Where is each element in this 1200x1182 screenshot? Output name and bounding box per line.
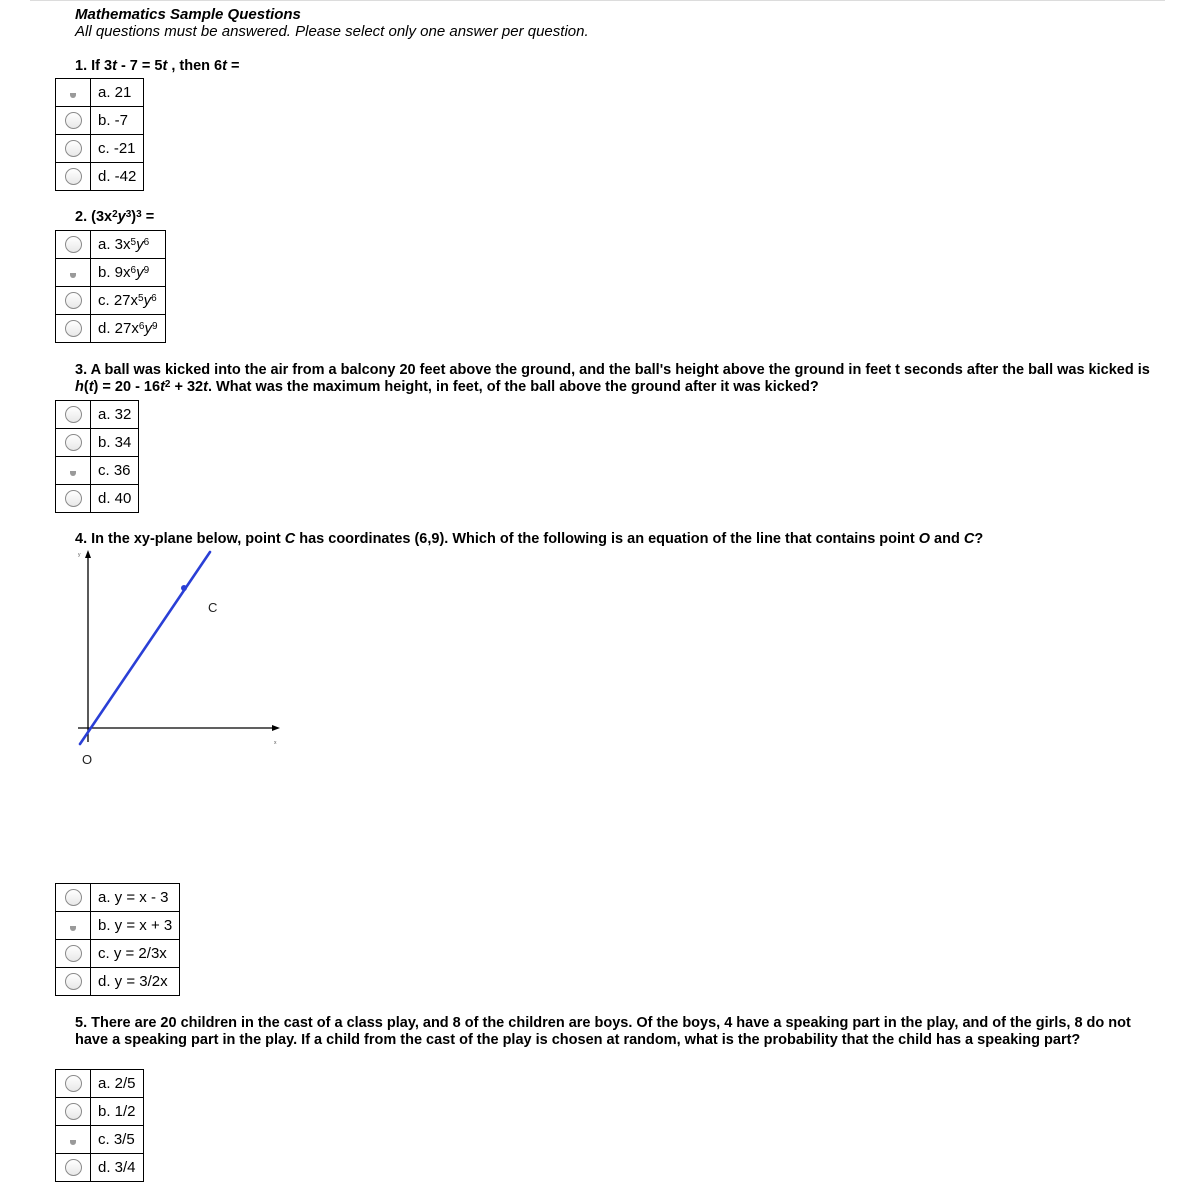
option-row[interactable] bbox=[56, 107, 144, 135]
option-label[interactable]: b. -7 bbox=[91, 107, 144, 135]
option-row[interactable] bbox=[56, 429, 139, 457]
radio-button[interactable] bbox=[65, 168, 82, 185]
question-1-options bbox=[55, 78, 144, 191]
option-label[interactable]: c. $27x^5y^6$ bbox=[91, 287, 166, 315]
option-label[interactable]: d. y = 3/2x bbox=[91, 968, 180, 996]
option-label[interactable]: a. $3x^5y^6$ bbox=[91, 231, 166, 259]
radio-button[interactable] bbox=[65, 292, 82, 309]
radio-button[interactable] bbox=[65, 1075, 82, 1092]
option-row[interactable] bbox=[56, 968, 180, 996]
option-label[interactable]: a. y = x - 3 bbox=[91, 884, 180, 912]
radio-button[interactable] bbox=[65, 112, 82, 129]
option-row[interactable] bbox=[56, 231, 166, 259]
question-1-prompt: 1. If 3t - 7 = 5t , then 6t = bbox=[75, 58, 240, 74]
radio-button-selected[interactable] bbox=[70, 1140, 76, 1145]
option-row[interactable] bbox=[56, 163, 144, 191]
radio-button[interactable] bbox=[65, 973, 82, 990]
option-row[interactable] bbox=[56, 1154, 144, 1182]
point-c bbox=[181, 585, 187, 591]
option-row[interactable] bbox=[56, 940, 180, 968]
option-label[interactable]: d. 3/4 bbox=[91, 1154, 144, 1182]
question-2-prompt: 2. $(3x^2y^3)^3$ = bbox=[75, 209, 155, 225]
radio-button[interactable] bbox=[65, 945, 82, 962]
instructions-text: All questions must be answered. Please select only one answer per question. bbox=[75, 23, 589, 40]
option-row[interactable] bbox=[56, 79, 144, 107]
option-label[interactable]: c. y = 2/3x bbox=[91, 940, 180, 968]
radio-button[interactable] bbox=[65, 1103, 82, 1120]
radio-button-selected[interactable] bbox=[70, 273, 76, 278]
option-row[interactable] bbox=[56, 884, 180, 912]
option-row[interactable] bbox=[56, 1098, 144, 1126]
option-label[interactable]: a. 21 bbox=[91, 79, 144, 107]
y-axis-arrow bbox=[85, 550, 91, 558]
option-label[interactable]: b. y = x + 3 bbox=[91, 912, 180, 940]
option-label[interactable]: a. 2/5 bbox=[91, 1070, 144, 1098]
option-label[interactable]: c. -21 bbox=[91, 135, 144, 163]
question-4-prompt: 4. In the xy-plane below, point C has coordinates (6,9). Which of the following is an equation of the line that contains point O and C? bbox=[75, 531, 984, 547]
y-axis-label: y bbox=[78, 552, 81, 558]
radio-button[interactable] bbox=[65, 434, 82, 451]
option-row[interactable] bbox=[56, 485, 139, 513]
option-row[interactable] bbox=[56, 457, 139, 485]
radio-button-selected[interactable] bbox=[70, 471, 76, 476]
page-title: Mathematics Sample Questions bbox=[75, 6, 301, 23]
option-row[interactable] bbox=[56, 259, 166, 287]
option-row[interactable] bbox=[56, 912, 180, 940]
radio-button[interactable] bbox=[65, 1159, 82, 1176]
coordinate-graph bbox=[60, 546, 300, 776]
option-row[interactable] bbox=[56, 1126, 144, 1154]
option-label[interactable]: c. 3/5 bbox=[91, 1126, 144, 1154]
page-header bbox=[75, 6, 589, 40]
option-row[interactable] bbox=[56, 1070, 144, 1098]
radio-button[interactable] bbox=[65, 406, 82, 423]
x-axis-arrow bbox=[272, 725, 280, 731]
line-oc bbox=[80, 552, 210, 744]
option-label[interactable]: b. 1/2 bbox=[91, 1098, 144, 1126]
question-4-options bbox=[55, 883, 180, 996]
radio-button[interactable] bbox=[65, 889, 82, 906]
question-2-options bbox=[55, 230, 166, 343]
radio-button-selected[interactable] bbox=[70, 926, 76, 931]
option-label[interactable]: d. 40 bbox=[91, 485, 139, 513]
option-label[interactable]: a. 32 bbox=[91, 401, 139, 429]
question-5-prompt: 5. There are 20 children in the cast of a class play, and 8 of the children are boys. Of the boys, 4 have a speaking part in the play, and of the girls, 8 do not have a speaking part in the play. If a child from the cast of the play is chosen at random, what is the probability that the child has a speaking part? bbox=[75, 1015, 1131, 1048]
option-row[interactable] bbox=[56, 401, 139, 429]
option-row[interactable] bbox=[56, 315, 166, 343]
radio-button[interactable] bbox=[65, 320, 82, 337]
option-label[interactable]: b. $9x^6y^9$ bbox=[91, 259, 166, 287]
option-label[interactable]: d. $27x^6y^9$ bbox=[91, 315, 166, 343]
top-divider bbox=[30, 0, 1165, 1]
radio-button-selected[interactable] bbox=[70, 93, 76, 98]
question-5-options bbox=[55, 1069, 144, 1182]
option-row[interactable] bbox=[56, 287, 166, 315]
radio-button[interactable] bbox=[65, 490, 82, 507]
radio-button[interactable] bbox=[65, 140, 82, 157]
option-label[interactable]: d. -42 bbox=[91, 163, 144, 191]
option-label[interactable]: b. 34 bbox=[91, 429, 139, 457]
radio-button[interactable] bbox=[65, 236, 82, 253]
option-row[interactable] bbox=[56, 135, 144, 163]
x-axis-label: x bbox=[274, 740, 277, 746]
question-3-prompt: 3. A ball was kicked into the air from a balcony 20 feet above the ground, and the ball's height above the ground in feet t seconds after the ball was kicked is $h(t) = 20 - 16t^2 + 32t$. What was the maximum height, in feet, of the ball above the ground after it was kicked? bbox=[75, 362, 1150, 395]
label-o: O bbox=[82, 752, 93, 767]
option-label[interactable]: c. 36 bbox=[91, 457, 139, 485]
label-c: C bbox=[208, 600, 218, 615]
question-3-options bbox=[55, 400, 139, 513]
